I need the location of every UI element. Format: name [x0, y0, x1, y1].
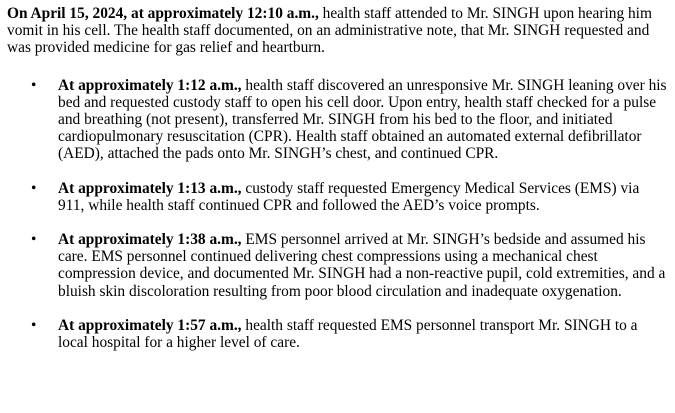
event-text: custody staff requested Emergency Medical Services (EMS) via 911, while health staff continued CPR and followed the AED’s voice prompts. [58, 179, 640, 214]
bullet-icon: • [31, 76, 37, 94]
event-text: health staff discovered an unresponsive Mr. SINGH leaning over his bed and requested custody staff to open his cell door. Upon entry, health staff checked for a pulse and breathing (not present), transferred Mr. SINGH from his bed to the floor, and initiated cardiopulmonary resuscitation (CPR). Health staff obtained an automated external defibrillator (AED), attached the pads onto Mr. SINGH’s chest, and continued CPR. [58, 76, 667, 163]
intro-text: health staff attended to Mr. SINGH upon hearing him vomit in his cell. The health staff documented, on an administrative note, that Mr. SINGH requested and was provided medicine for gas relief and heartburn. [7, 5, 652, 57]
event-timestamp: At approximately 1:38 a.m., [58, 231, 242, 249]
event-timeline-list [7, 77, 669, 352]
intro-paragraph [7, 5, 669, 57]
event-item-1-12 [7, 77, 669, 163]
event-item-1-57 [7, 317, 669, 351]
bullet-icon: • [31, 316, 37, 334]
event-item-1-38 [7, 231, 669, 300]
intro-timestamp: On April 15, 2024, at approximately 12:10 a.m., [7, 5, 319, 22]
event-text: EMS personnel arrived at Mr. SINGH’s bedside and assumed his care. EMS personnel continued delivering chest compressions using a mechanical chest compression device, and documented Mr. SINGH had a non-reactive pupil, cold extremities, and a bluish skin discoloration resulting from poor blood circulation and inadequate oxygenation. [58, 231, 666, 300]
bullet-icon: • [31, 179, 37, 197]
event-timestamp: At approximately 1:57 a.m., [58, 316, 242, 334]
document-body [7, 5, 669, 368]
bullet-icon: • [31, 231, 37, 249]
event-timestamp: At approximately 1:12 a.m., [58, 76, 242, 94]
event-text: health staff requested EMS personnel transport Mr. SINGH to a local hospital for a higher level of care. [58, 316, 638, 352]
event-timestamp: At approximately 1:13 a.m., [58, 179, 242, 197]
event-item-1-13 [7, 180, 669, 214]
